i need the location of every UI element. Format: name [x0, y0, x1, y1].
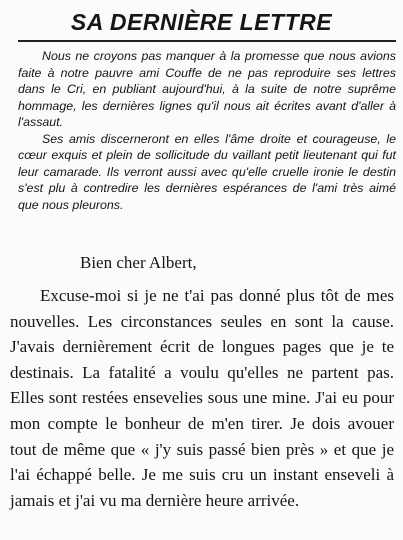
intro-paragraph: Ses amis discerneront en elles l'âme droite et courageuse, le cœur exquis et plein de sollicitude du vaillant petit lieutenant qui fut leur camarade. Ils verront aussi avec qu'elle cruelle ironie le destin s'est plu à contredire les dernières espérances de l'ami très aimé que nous pleurons. — [18, 131, 396, 212]
intro-paragraph: Nous ne croyons pas manquer à la promesse que nous avions faite à notre pauvre ami Couffe de ne pas reproduire ses lettres dans le Cri, en publiant aujourd'hui, à la suite de notre suprême hommage, les dernières lignes qu'il nous ait écrites avant d'aller à l'assaut. — [18, 49, 396, 129]
letter-salutation: Bien cher Albert, — [80, 253, 197, 272]
article-title: SA DERNIÈRE LETTRE — [70, 9, 333, 35]
letter-body: Excuse-moi si je ne t'ai pas donné plus tôt de mes nouvelles. Les circonstances seules en sont la cause. J'avais dernièrement écrit de longues pages que je te destinais. La fatalité a voulu qu'elles ne partent pas. Elles sont restées ensevelies sous une mine. J'ai eu pour mon compte le bonheur de m'en tirer. Je dois avouer tout de même que « j'y suis passé bien près » et que je l'ai échappé belle. Je me suis cru un instant enseveli à jamais et j'ai vu ma dernière heure arrivée. — [10, 286, 394, 510]
editorial-intro — [18, 48, 396, 213]
title-divider — [18, 40, 396, 42]
